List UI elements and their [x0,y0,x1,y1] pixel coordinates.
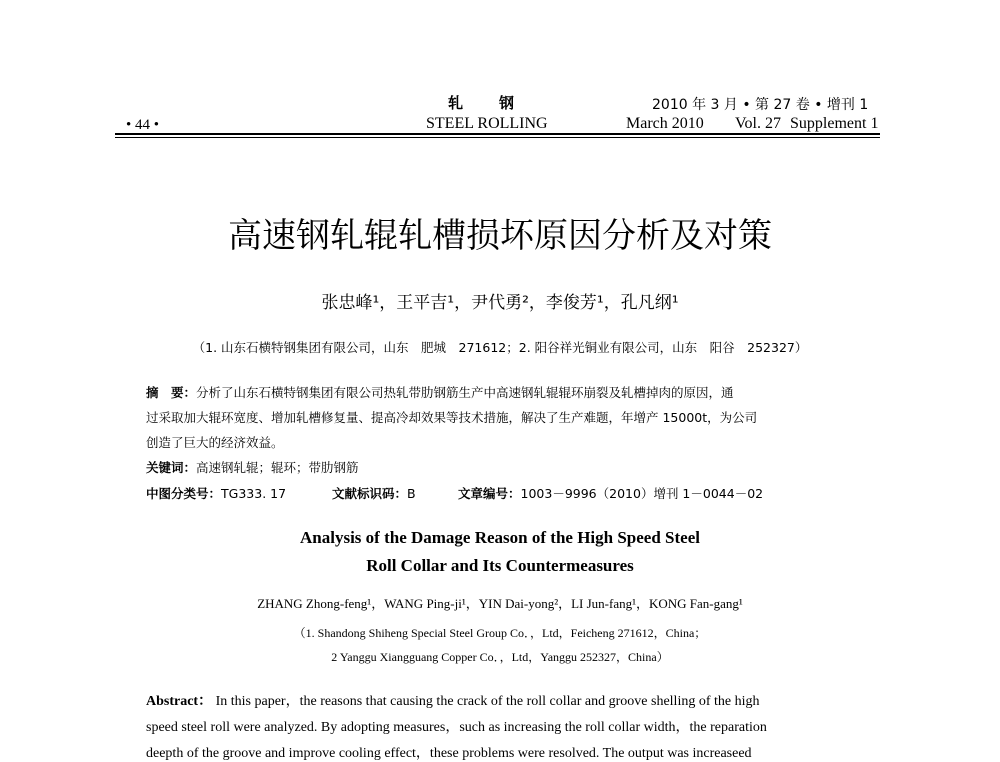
issue-supplement-en: Supplement 1 [790,115,879,132]
affiliation-en-line-2: 2 Yanggu Xiangguang Copper Co．，Ltd，Yanggu 252327，China） [331,650,669,664]
affiliation-cn: （1. 山东石横特钢集团有限公司，山东 肥城 271612；2. 阳谷祥光铜业有限公司，山东 阳谷 252327） [192,340,808,355]
keywords-cn-label: 关键词： [146,460,197,475]
document-code-value: B [407,486,416,501]
issue-month-en: March 2010 [626,115,704,132]
article-title-en-line-1: Analysis of the Damage Reason of the High Speed Steel [300,528,700,547]
article-title-cn: 高速钢轧辊轧槽损坏原因分析及对策 [228,216,772,256]
journal-name-cn: 轧 钢 [448,94,517,112]
journal-name-en: STEEL ROLLING [426,115,548,132]
abstract-en-label: Abstract： [146,694,213,709]
abstract-cn-line-3: 创造了巨大的经济效益。 [146,435,284,450]
article-number [458,484,763,502]
abstract-en-line-2: speed steel roll were analyzed. By adopting measures，such as increasing the roll collar width，the reparation [146,720,767,735]
issue-volume-en: Vol. 27 [735,115,781,132]
article-number-label: 文章编号： [458,486,521,501]
clc-label: 中图分类号： [146,486,222,501]
keywords-cn [146,458,359,476]
keywords-cn-text: 高速钢轧辊；辊环；带肋钢筋 [196,460,359,475]
article-number-value: 1003－9996（2010）增刊 1－0044－02 [520,486,764,501]
document-code-label: 文献标识码： [332,486,408,501]
abstract-en-line-1 [146,690,760,710]
abstract-en-text-1: In this paper，the reasons that causing the crack of the roll collar and groove shelling of the high [215,694,760,709]
affiliation-en-line-1: （1. Shandong Shiheng Special Steel Group Co．，Ltd，Feicheng 271612，China； [293,626,707,640]
abstract-cn-line-2: 过采取加大辊环宽度、增加轧槽修复量、提高冷却效果等技术措施，解决了生产难题，年增产 15000t，为公司 [146,410,758,425]
page-number: • 44 • [126,117,160,133]
authors-en: ZHANG Zhong-feng¹，WANG Ping-ji¹，YIN Dai-yong²，LI Jun-fang¹，KONG Fan-gang¹ [257,596,743,611]
issue-info-cn: 2010 年 3 月 • 第 27 卷 • 增刊 1 [652,97,869,113]
header-rule-bottom [115,137,880,138]
document-code [332,484,416,502]
abstract-cn-text-1: 分析了山东石横特钢集团有限公司热轧带肋钢筋生产中高速钢轧辊辊环崩裂及轧槽掉肉的原因，通 [196,385,734,400]
abstract-cn-label: 摘 要： [146,385,197,400]
clc-number [146,484,286,502]
clc-value: TG333. 17 [221,486,287,501]
abstract-en-line-3: deepth of the groove and improve cooling effect，these problems were resolved. The output was increaseed [146,746,752,761]
abstract-cn-line-1 [146,383,734,401]
authors-cn: 张忠峰¹，王平吉¹，尹代勇²，李俊芳¹，孔凡纲¹ [321,293,679,313]
header-rule-top [115,133,880,135]
article-title-en-line-2: Roll Collar and Its Countermeasures [366,556,634,575]
